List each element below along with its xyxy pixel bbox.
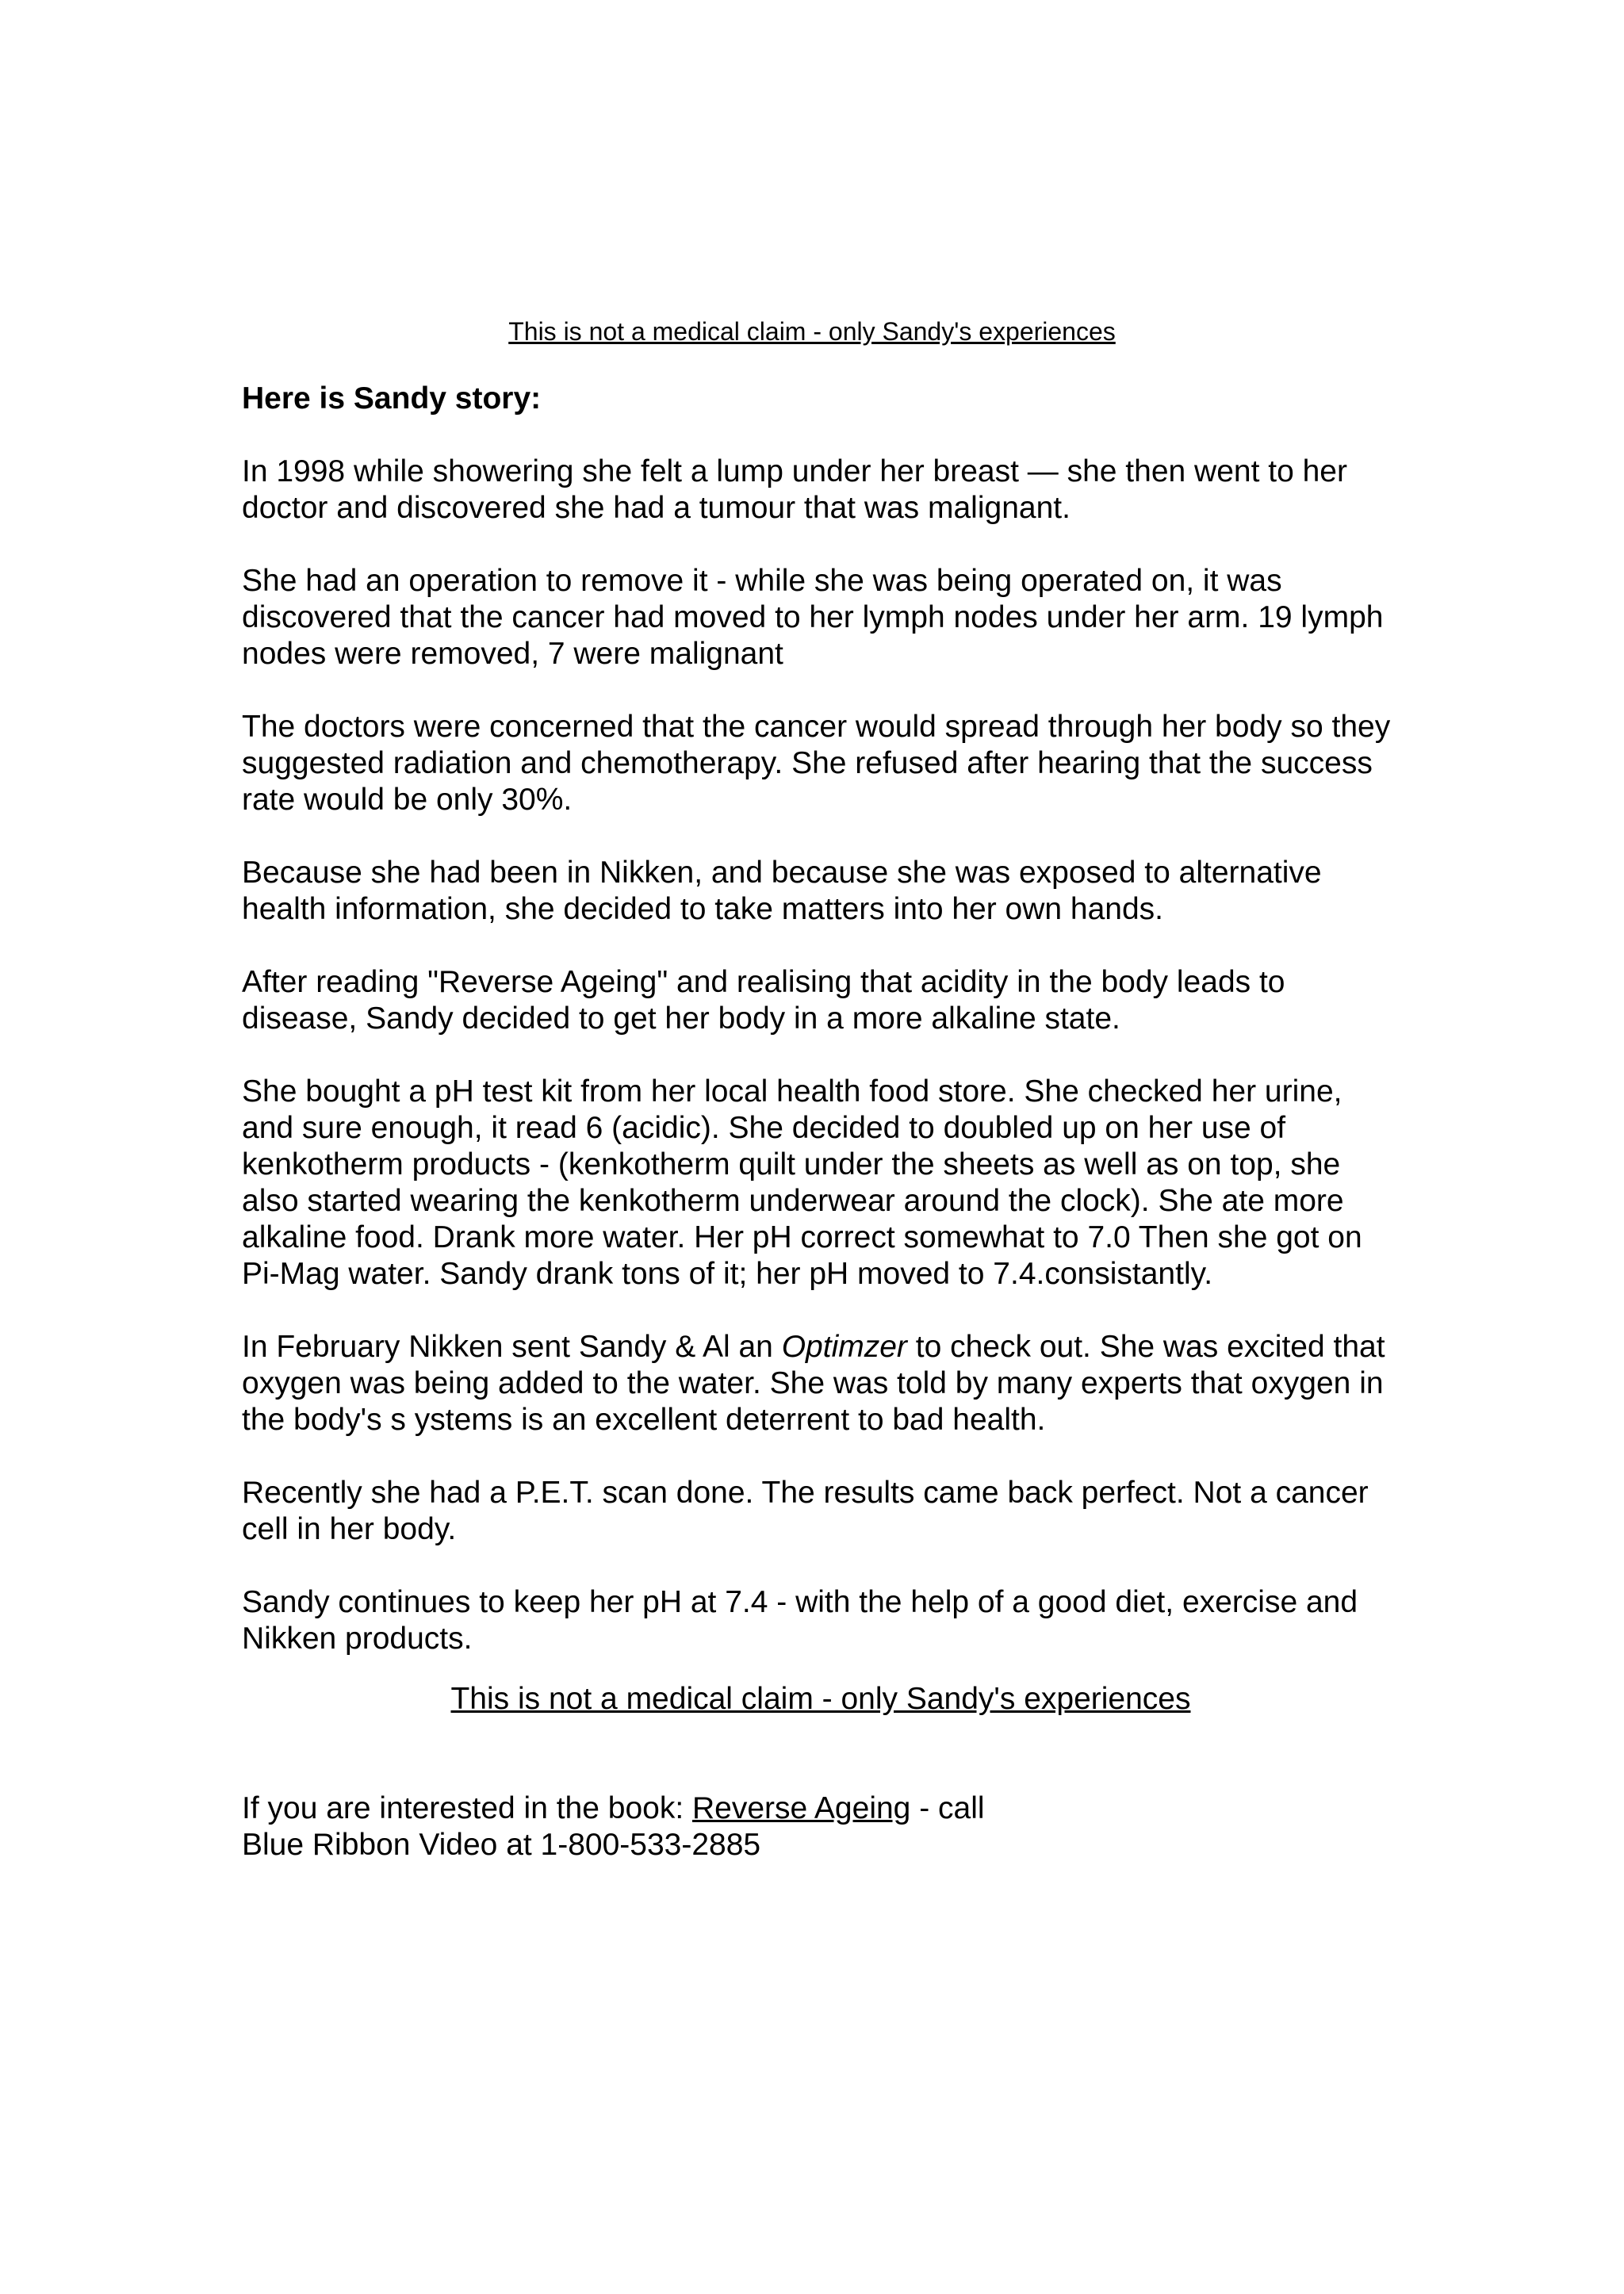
contact-call-text: - call	[910, 1791, 985, 1825]
book-title: Reverse Ageing	[692, 1791, 911, 1825]
story-heading: Here is Sandy story:	[242, 381, 542, 416]
contact-line-2: Blue Ribbon Video at 1-800-533-2885	[242, 1828, 761, 1862]
paragraph-8: Recently she had a P.E.T. scan done. The results came back perfect. Not a cancer cell in her body.	[242, 1476, 1369, 1546]
contact-intro-text: If you are interested in the book:	[242, 1791, 693, 1825]
paragraph-7	[242, 1329, 1400, 1438]
story-content	[242, 381, 1400, 1863]
paragraph-3: The doctors were concerned that the cancer would spread through her body so they suggested radiation and chemotherapy. She refused after hearing that the success rate would be only 30%.	[242, 710, 1391, 817]
product-name-optimzer: Optimzer	[781, 1330, 907, 1364]
contact-info	[242, 1790, 1400, 1863]
paragraph-2: She had an operation to remove it - while she was being operated on, it was discovered that the cancer had moved to her lymph nodes under her arm. 19 lymph nodes were removed, 7 were malignant	[242, 564, 1384, 671]
paragraph-1: In 1998 while showering she felt a lump under her breast — she then went to her doctor and discovered she had a tumour that was malignant.	[242, 454, 1347, 525]
paragraph-4: Because she had been in Nikken, and because she was exposed to alternative health information, she decided to take matters into her own hands.	[242, 856, 1322, 926]
paragraph-6: She bought a pH test kit from her local health food store. She checked her urine, and sure enough, it read 6 (acidic). She decided to doubled up on her use of kenkotherm products - (kenkotherm quilt under the sheets as well as on top, she also started wearing the kenkotherm underwear around the clock). She ate more alkaline food. Drank more water. Her pH correct somewhat to 7.0 Then she got on Pi-Mag water. Sandy drank tons of it; her pH moved to 7.4.consistantly.	[242, 1074, 1362, 1291]
paragraph-5: After reading "Reverse Ageing" and realising that acidity in the body leads to disease, Sandy decided to get her body in a more alkaline state.	[242, 965, 1285, 1036]
paragraph-9: Sandy continues to keep her pH at 7.4 - with the help of a good diet, exercise and Nikken products.	[242, 1585, 1358, 1656]
paragraph-7-text-end: to check out. She was excited that oxygen was being added to the water. She was told by many experts that oxygen in the body's s ystems is an excellent deterrent to bad health.	[242, 1330, 1385, 1437]
disclaimer-bottom: This is not a medical claim - only Sandy's experiences	[450, 1682, 1191, 1716]
disclaimer-top: This is not a medical claim - only Sandy's experiences	[508, 317, 1116, 346]
contact-line-1	[242, 1790, 1400, 1827]
paragraph-7-text-start: In February Nikken sent Sandy & Al an	[242, 1330, 782, 1364]
